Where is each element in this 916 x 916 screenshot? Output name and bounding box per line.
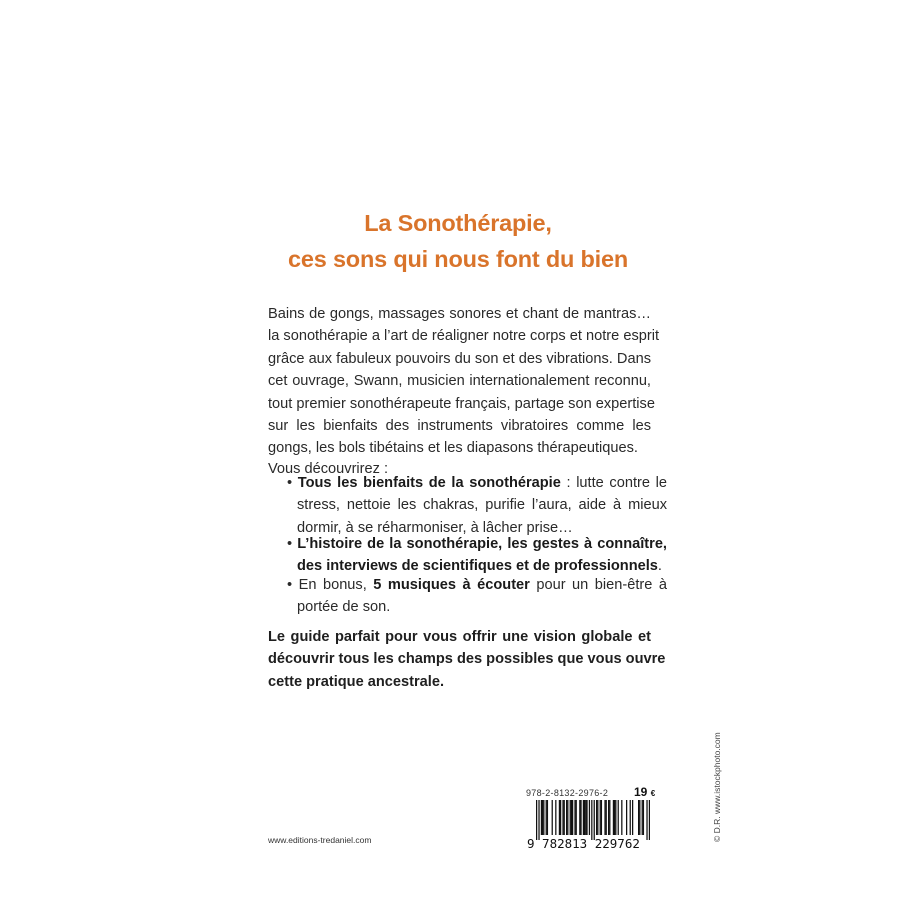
barcode-bar (542, 800, 543, 835)
barcode-bar (564, 800, 565, 835)
barcode-bar (546, 800, 547, 835)
barcode-bar (626, 800, 627, 835)
barcode-bar (642, 800, 643, 835)
barcode-bar (615, 800, 616, 835)
barcode-bar (559, 800, 560, 835)
barcode-bar (614, 800, 615, 835)
barcode-bar (541, 800, 542, 835)
intro-line: tout premier sonothérapeute français, partage son expertise (268, 395, 655, 412)
conclusion-line: découvrir tous les champs des possibles que vous ouvre (268, 651, 666, 668)
intro-line: gongs, les bols tibétains et les diapasons thérapeutiques. (268, 440, 638, 457)
bullet-3-line-2: portée de son. (297, 599, 391, 616)
barcode-bar (609, 800, 610, 835)
bullet-2-line-1: L’histoire de la sonothérapie, les gestes à connaître, (297, 536, 667, 552)
barcode-bar (606, 800, 607, 835)
barcode-bar (570, 800, 571, 835)
barcode-bar (566, 800, 567, 835)
barcode-bar (536, 800, 537, 840)
barcode-bar (632, 800, 633, 835)
barcode-digits: 9 782813 229762 (527, 836, 640, 851)
barcode-bar (572, 800, 573, 835)
barcode-bar (560, 800, 561, 835)
discover-lead: Vous découvrirez : (268, 461, 389, 477)
barcode-bar (646, 800, 647, 840)
barcode-bar (555, 800, 556, 835)
bullet-3-bold: 5 musiques à écouter (373, 577, 530, 593)
bullet-1-rest: : lutte contre le (560, 475, 667, 491)
barcode-bar (538, 800, 539, 840)
barcode-bar (601, 800, 602, 835)
bullet-item-benefits: • Tous les bienfaits de la sonothérapie : lutte contre le stress, nettoie les chakras, purifie l’aura, aide à mieux dormir, à se réharmoniser, à lâcher prise… (287, 472, 667, 539)
barcode-bar (571, 800, 572, 835)
conclusion-line: Le guide parfait pour vous offrir une vision globale et (268, 629, 651, 645)
barcode-bar (585, 800, 586, 835)
barcode-bar (580, 800, 581, 835)
bullet-3-pre: En bonus, (298, 577, 374, 593)
barcode-bar (621, 800, 622, 835)
barcode-bar (562, 800, 563, 835)
barcode-bar (586, 800, 587, 835)
intro-paragraph (268, 303, 660, 460)
barcode-bar (597, 800, 598, 835)
barcode-bar (547, 800, 548, 835)
barcode-bar (589, 800, 590, 835)
intro-line: cet ouvrage, Swann, musicien internationalement reconnu, (268, 373, 651, 390)
barcode-image (536, 800, 650, 840)
book-title (0, 205, 916, 277)
intro-line: grâce aux fabuleux pouvoirs du son et des vibrations. Dans (268, 350, 651, 367)
bullet-1-bold: Tous les bienfaits de la sonothérapie (297, 475, 561, 491)
photo-credit: © D.R. www.istockphoto.com (712, 732, 722, 842)
publisher-website: www.editions-tredaniel.com (268, 835, 372, 845)
barcode-bar (567, 800, 568, 835)
barcode-bar (576, 800, 577, 835)
barcode-bar (613, 800, 614, 835)
bullet-1-line-3: dormir, à se réharmoniser, à lâcher prise… (297, 519, 573, 536)
barcode-bar (579, 800, 580, 835)
title-line-2: ces sons qui nous font du bien (288, 246, 628, 272)
bullet-item-bonus: • En bonus, 5 musiques à écouter pour un bien-être à portée de son. (287, 574, 667, 619)
barcode-bar (552, 800, 553, 835)
price-currency: € (650, 789, 656, 798)
barcode-bar (600, 800, 601, 835)
conclusion-paragraph (268, 626, 666, 693)
barcode-bar (584, 800, 585, 835)
intro-line: sur les bienfaits des instruments vibratoires comme les (268, 417, 651, 434)
barcode-bar (596, 800, 597, 835)
barcode-bar (583, 800, 584, 835)
barcode-bar (638, 800, 639, 835)
barcode-bar (649, 800, 650, 840)
barcode-bar (543, 800, 544, 835)
barcode-bar (594, 800, 595, 840)
isbn-number: 978-2-8132-2976-2 (526, 788, 609, 798)
barcode-bar (608, 800, 609, 835)
barcode-bar (591, 800, 592, 840)
price-amount: 19 (634, 785, 648, 799)
barcode-bar (630, 800, 631, 835)
conclusion-line: cette pratique ancestrale. (268, 673, 445, 690)
barcode-bar (618, 800, 619, 835)
price-label (634, 785, 655, 799)
intro-line: la sonothérapie a l’art de réaligner notre corps et notre esprit (268, 328, 660, 345)
title-line-1: La Sonothérapie, (364, 210, 552, 236)
bullet-item-history: • L’histoire de la sonothérapie, les gestes à connaître, des interviews de scientifiques et de professionnels. (287, 536, 667, 575)
bullet-1-line-2: stress, nettoie les chakras, purifie l’aura, aide à mieux (297, 497, 667, 514)
barcode-bar (574, 800, 575, 835)
bullet-3-rest: pour un bien-être à (529, 577, 668, 593)
bullet-2-line-2-rest: . (657, 558, 662, 575)
barcode-bar (643, 800, 644, 835)
barcode-bar (639, 800, 640, 835)
bullet-2-line-2: des interviews de scientifiques et de professionnels (297, 558, 658, 575)
barcode-bar (604, 800, 605, 835)
intro-line: Bains de gongs, massages sonores et chant de mantras… (268, 306, 651, 322)
